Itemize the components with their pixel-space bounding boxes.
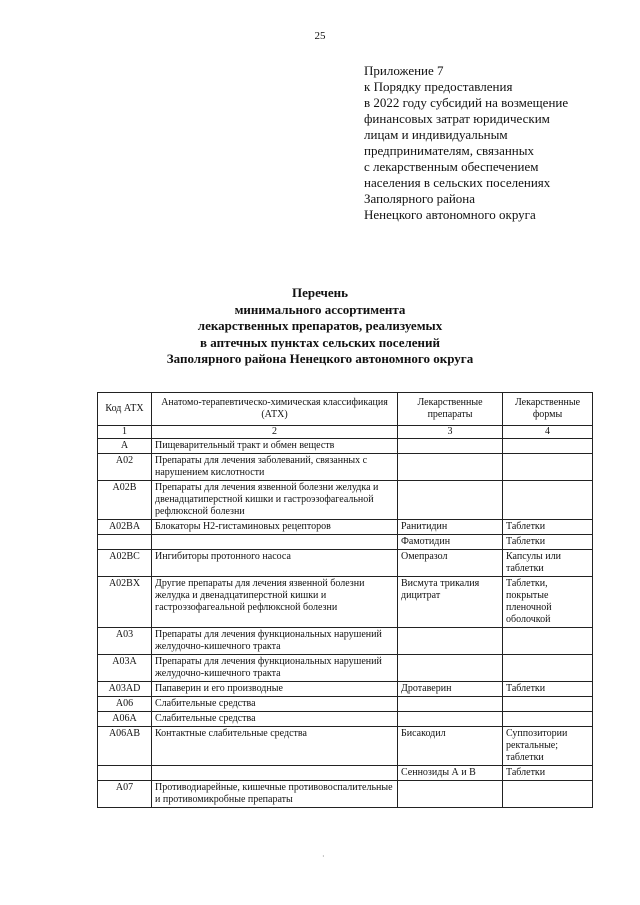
atx-code-cell: A02BC bbox=[98, 550, 152, 577]
title-line: лекарственных препаратов, реализуемых bbox=[197, 318, 443, 333]
classification-cell: Противодиарейные, кишечные противовоспалительные и противомикробные препараты bbox=[152, 781, 398, 808]
appendix-line: Ненецкого автономного округа bbox=[364, 207, 536, 222]
table-row bbox=[98, 577, 593, 628]
drug-cell: Ранитидин bbox=[398, 520, 503, 535]
column-number: 2 bbox=[152, 426, 398, 439]
table-row bbox=[98, 481, 593, 520]
table-row bbox=[98, 727, 593, 766]
atx-code-cell: A02BX bbox=[98, 577, 152, 628]
table-row bbox=[98, 682, 593, 697]
form-cell bbox=[503, 712, 593, 727]
document-title bbox=[0, 285, 640, 368]
atx-code-cell: A03A bbox=[98, 655, 152, 682]
appendix-line: в 2022 году субсидий на возмещение bbox=[364, 95, 569, 110]
header-drugs: Лекарственные препараты bbox=[398, 393, 503, 426]
table-row bbox=[98, 655, 593, 682]
appendix-heading bbox=[364, 63, 634, 223]
classification-cell: Препараты для лечения язвенной болезни желудка и двенадцатиперстной кишки и гастроэзофагеальной рефлюксной болезни bbox=[152, 481, 398, 520]
drug-cell bbox=[398, 481, 503, 520]
form-cell: Капсулы или таблетки bbox=[503, 550, 593, 577]
appendix-line: Приложение 7 bbox=[364, 63, 444, 78]
table-row bbox=[98, 712, 593, 727]
classification-cell bbox=[152, 766, 398, 781]
form-cell: Таблетки bbox=[503, 682, 593, 697]
atx-code-cell: A03 bbox=[98, 628, 152, 655]
atx-code-cell: A02B bbox=[98, 481, 152, 520]
drug-cell bbox=[398, 655, 503, 682]
form-cell bbox=[503, 655, 593, 682]
title-line: в аптечных пунктах сельских поселений bbox=[200, 334, 440, 350]
table-row bbox=[98, 697, 593, 712]
drug-cell bbox=[398, 454, 503, 481]
header-forms: Лекарственные формы bbox=[503, 393, 593, 426]
atx-code-cell: A03AD bbox=[98, 682, 152, 697]
classification-cell: Папаверин и его производные bbox=[152, 682, 398, 697]
drug-cell: Дротаверин bbox=[398, 682, 503, 697]
atx-code-cell: A06 bbox=[98, 697, 152, 712]
title-line: минимального ассортимента bbox=[234, 301, 406, 317]
header-atx-code: Код АТХ bbox=[98, 393, 152, 426]
atx-table bbox=[97, 392, 593, 808]
form-cell bbox=[503, 481, 593, 520]
form-cell: Таблетки, покрытые пленочной оболочкой bbox=[503, 577, 593, 628]
form-cell: Суппозитории ректальные; таблетки bbox=[503, 727, 593, 766]
atx-code-cell: A06AB bbox=[98, 727, 152, 766]
classification-cell: Препараты для лечения функциональных нарушений желудочно-кишечного тракта bbox=[152, 655, 398, 682]
atx-code-cell: A bbox=[98, 439, 152, 454]
atx-code-cell: A07 bbox=[98, 781, 152, 808]
atx-code-cell: A06A bbox=[98, 712, 152, 727]
table-row bbox=[98, 535, 593, 550]
table-row bbox=[98, 766, 593, 781]
form-cell bbox=[503, 439, 593, 454]
form-cell bbox=[503, 697, 593, 712]
table-row bbox=[98, 550, 593, 577]
drug-cell: Висмута трикалия дицитрат bbox=[398, 577, 503, 628]
title-line: Перечень bbox=[291, 285, 349, 300]
classification-cell: Пищеварительный тракт и обмен веществ bbox=[152, 439, 398, 454]
appendix-line: населения в сельских поселениях bbox=[364, 175, 551, 190]
form-cell: Таблетки bbox=[503, 535, 593, 550]
appendix-line: с лекарственным обеспечением bbox=[364, 159, 539, 174]
appendix-line: лицам и индивидуальным bbox=[364, 127, 508, 142]
appendix-line: финансовых затрат юридическим bbox=[364, 111, 550, 126]
drug-cell bbox=[398, 697, 503, 712]
footer-mark: · bbox=[322, 852, 325, 861]
classification-cell: Слабительные средства bbox=[152, 697, 398, 712]
atx-code-cell: A02 bbox=[98, 454, 152, 481]
drug-cell: Бисакодил bbox=[398, 727, 503, 766]
table-row bbox=[98, 628, 593, 655]
appendix-line: к Порядку предоставления bbox=[364, 79, 513, 94]
drug-cell bbox=[398, 628, 503, 655]
classification-cell: Контактные слабительные средства bbox=[152, 727, 398, 766]
drug-cell bbox=[398, 781, 503, 808]
classification-cell: Другие препараты для лечения язвенной болезни желудка и двенадцатиперстной кишки и гастроэзофагеальной рефлюксной болезни bbox=[152, 577, 398, 628]
drug-cell: Сеннозиды А и В bbox=[398, 766, 503, 781]
classification-cell: Ингибиторы протонного насоса bbox=[152, 550, 398, 577]
column-number: 4 bbox=[503, 426, 593, 439]
form-cell bbox=[503, 628, 593, 655]
drug-cell bbox=[398, 712, 503, 727]
appendix-line: предпринимателям, связанных bbox=[364, 143, 534, 158]
table-row bbox=[98, 439, 593, 454]
atx-code-cell bbox=[98, 766, 152, 781]
drug-cell: Омепразол bbox=[398, 550, 503, 577]
classification-cell bbox=[152, 535, 398, 550]
classification-cell: Блокаторы H2-гистаминовых рецепторов bbox=[152, 520, 398, 535]
classification-cell: Препараты для лечения заболеваний, связанных с нарушением кислотности bbox=[152, 454, 398, 481]
appendix-line: Заполярного района bbox=[364, 191, 476, 206]
classification-cell: Препараты для лечения функциональных нарушений желудочно-кишечного тракта bbox=[152, 628, 398, 655]
atx-code-cell bbox=[98, 535, 152, 550]
column-number-row bbox=[98, 426, 593, 439]
classification-cell: Слабительные средства bbox=[152, 712, 398, 727]
table-header-row bbox=[98, 393, 593, 426]
atx-code-cell: A02BA bbox=[98, 520, 152, 535]
table-row bbox=[98, 520, 593, 535]
form-cell bbox=[503, 781, 593, 808]
form-cell: Таблетки bbox=[503, 766, 593, 781]
drug-cell: Фамотидин bbox=[398, 535, 503, 550]
form-cell: Таблетки bbox=[503, 520, 593, 535]
column-number: 1 bbox=[98, 426, 152, 439]
header-atx-classification: Анатомо-терапевтическо-химическая классификация (АТХ) bbox=[152, 393, 398, 426]
drug-cell bbox=[398, 439, 503, 454]
column-number: 3 bbox=[398, 426, 503, 439]
title-line: Заполярного района Ненецкого автономного округа bbox=[166, 351, 474, 366]
form-cell bbox=[503, 454, 593, 481]
page-number: 25 bbox=[314, 30, 326, 42]
table-row bbox=[98, 454, 593, 481]
table-row bbox=[98, 781, 593, 808]
